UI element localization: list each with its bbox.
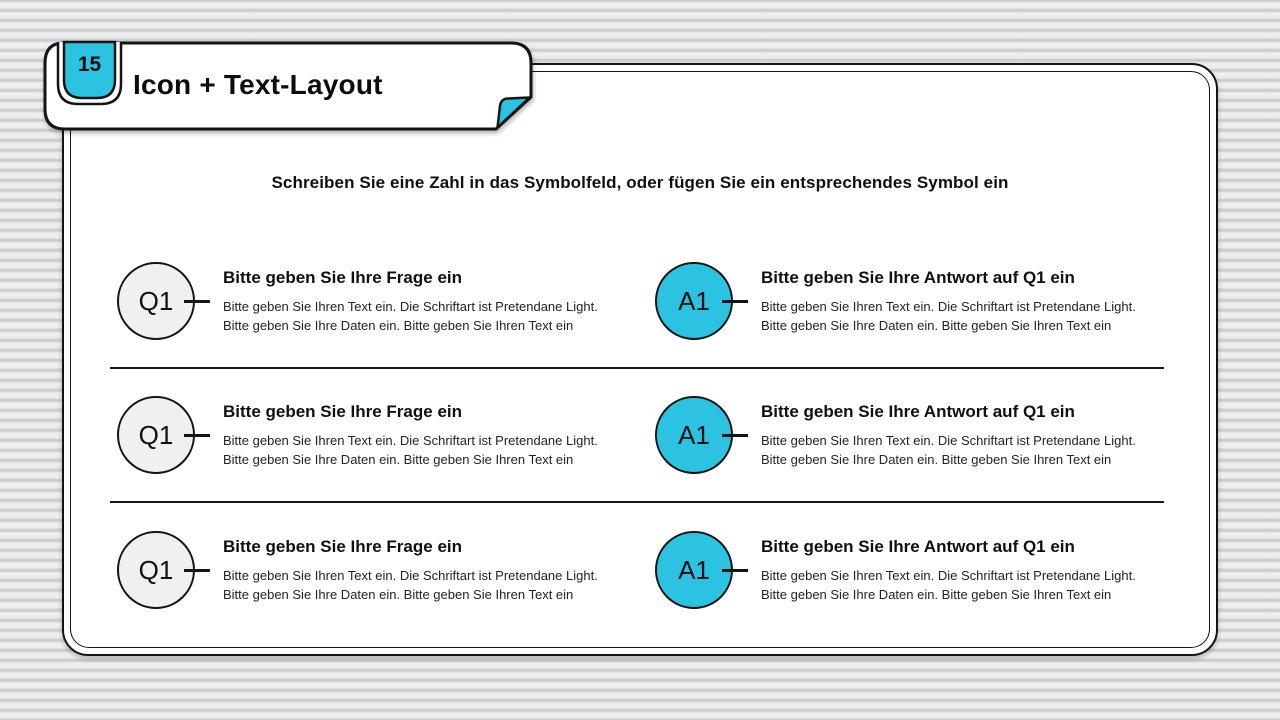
answer-title: Bitte geben Sie Ihre Antwort auf Q1 ein [761,536,1075,556]
question-item [110,531,637,609]
connector-dash-icon [184,300,210,303]
qa-rows [110,235,1164,637]
slide-title: Icon + Text-Layout [133,69,383,100]
answer-symbol-label: A1 [678,419,710,450]
answer-symbol-label: A1 [678,285,710,316]
question-text-block [223,268,598,335]
question-item [110,262,637,340]
question-title: Bitte geben Sie Ihre Frage ein [223,536,463,556]
answer-item [637,262,1164,340]
connector-dash-icon [184,569,210,572]
answer-symbol-label: A1 [678,554,710,585]
connector-dash-icon [722,434,748,437]
answer-item [637,531,1164,609]
question-body: Bitte geben Sie Ihren Text ein. Die Schriftart ist Pretendane Light. Bitte geben Sie Ihre Daten ein. Bitte geben Sie Ihren Text ein [223,298,598,333]
qa-row-1 [110,235,1164,369]
connector-dash-icon [722,300,748,303]
slide-number: 15 [77,53,102,76]
answer-body: Bitte geben Sie Ihren Text ein. Die Schriftart ist Pretendane Light. Bitte geben Sie Ihre Daten ein. Bitte geben Sie Ihren Text ein [761,567,1136,602]
answer-item [637,396,1164,474]
qa-row-2 [110,369,1164,503]
connector-dash-icon [184,434,210,437]
answer-body: Bitte geben Sie Ihren Text ein. Die Schriftart ist Pretendane Light. Bitte geben Sie Ihre Daten ein. Bitte geben Sie Ihren Text ein [761,432,1136,467]
question-symbol-label: Q1 [138,419,174,450]
answer-body: Bitte geben Sie Ihren Text ein. Die Schriftart ist Pretendane Light. Bitte geben Sie Ihre Daten ein. Bitte geben Sie Ihren Text ein [761,298,1136,333]
answer-title: Bitte geben Sie Ihre Antwort auf Q1 ein [761,267,1075,287]
question-symbol-label: Q1 [138,554,174,585]
question-body: Bitte geben Sie Ihren Text ein. Die Schriftart ist Pretendane Light. Bitte geben Sie Ihre Daten ein. Bitte geben Sie Ihren Text ein [223,432,598,467]
answer-text-block [761,402,1136,469]
question-title: Bitte geben Sie Ihre Frage ein [223,401,463,421]
slide-subtitle: Schreiben Sie eine Zahl in das Symbolfeld, oder fügen Sie ein entsprechendes Symbol ein [271,173,1009,192]
question-item [110,396,637,474]
answer-text-block [761,537,1136,604]
question-body: Bitte geben Sie Ihren Text ein. Die Schriftart ist Pretendane Light. Bitte geben Sie Ihre Daten ein. Bitte geben Sie Ihren Text ein [223,567,598,602]
content-card [62,63,1218,656]
connector-dash-icon [722,569,748,572]
answer-title: Bitte geben Sie Ihre Antwort auf Q1 ein [761,401,1075,421]
header-card [42,40,536,132]
question-symbol-label: Q1 [138,285,174,316]
answer-text-block [761,268,1136,335]
question-text-block [223,537,598,604]
qa-row-3 [110,503,1164,637]
question-title: Bitte geben Sie Ihre Frage ein [223,267,463,287]
folded-corner-icon [498,98,530,128]
question-text-block [223,402,598,469]
